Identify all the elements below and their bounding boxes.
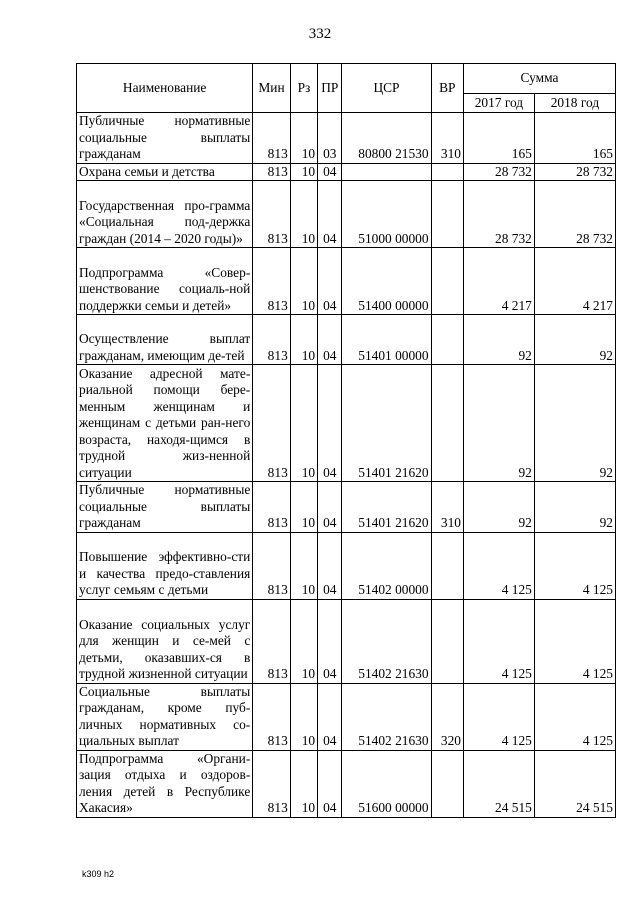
table-body [77, 113, 616, 818]
cell-min: 813 [253, 750, 290, 817]
cell-rz: 10 [290, 315, 317, 365]
page-number: 332 [308, 26, 332, 42]
cell-min: 813 [253, 315, 290, 365]
cell-y2017: 92 [463, 482, 534, 533]
cell-y2017: 165 [463, 113, 534, 164]
table-row [77, 181, 616, 248]
header-csr: ЦСР [342, 64, 431, 113]
cell-rz: 10 [290, 248, 317, 315]
cell-pr: 04 [318, 482, 342, 533]
cell-rz: 10 [290, 683, 317, 750]
cell-pr: 04 [318, 683, 342, 750]
cell-name: Повышение эффективно-сти и качества предо-ставления услуг семьям с детьми [77, 532, 253, 599]
cell-min: 813 [253, 163, 290, 181]
cell-csr: 51401 21620 [342, 482, 431, 533]
cell-pr: 04 [318, 599, 342, 683]
cell-vr [431, 315, 463, 365]
cell-vr [431, 750, 463, 817]
cell-name: Подпрограмма «Совер-шенствование социаль-ной поддержки семьи и детей» [77, 248, 253, 315]
cell-y2018: 165 [534, 113, 615, 164]
cell-y2017: 28 732 [463, 181, 534, 248]
cell-min: 813 [253, 248, 290, 315]
cell-csr: 51400 00000 [342, 248, 431, 315]
table-row [77, 750, 616, 817]
cell-y2017: 4 125 [463, 683, 534, 750]
header-min: Мин [253, 64, 290, 113]
cell-rz: 10 [290, 532, 317, 599]
table-row [77, 482, 616, 533]
cell-rz: 10 [290, 365, 317, 482]
cell-vr [431, 599, 463, 683]
cell-vr: 320 [431, 683, 463, 750]
header-year-2018: 2018 год [534, 94, 615, 113]
cell-pr: 04 [318, 163, 342, 181]
cell-vr [431, 248, 463, 315]
cell-min: 813 [253, 482, 290, 533]
cell-name: Охрана семьи и детства [77, 163, 253, 181]
cell-y2017: 4 125 [463, 599, 534, 683]
cell-vr: 310 [431, 482, 463, 533]
cell-csr: 51000 00000 [342, 181, 431, 248]
table-row [77, 315, 616, 365]
cell-y2017: 28 732 [463, 163, 534, 181]
header-rz: Рз [290, 64, 317, 113]
cell-vr [431, 181, 463, 248]
cell-csr: 51402 00000 [342, 532, 431, 599]
cell-rz: 10 [290, 113, 317, 164]
header-vr: ВР [431, 64, 463, 113]
header-pr: ПР [318, 64, 342, 113]
cell-vr: 310 [431, 113, 463, 164]
cell-min: 813 [253, 683, 290, 750]
cell-min: 813 [253, 599, 290, 683]
cell-pr: 04 [318, 248, 342, 315]
cell-y2018: 4 125 [534, 683, 615, 750]
cell-vr [431, 532, 463, 599]
cell-name: Публичные нормативные социальные выплаты гражданам [77, 113, 253, 164]
cell-pr: 04 [318, 365, 342, 482]
cell-csr: 51600 00000 [342, 750, 431, 817]
cell-rz: 10 [290, 599, 317, 683]
cell-y2017: 4 125 [463, 532, 534, 599]
cell-y2018: 4 125 [534, 532, 615, 599]
cell-rz: 10 [290, 163, 317, 181]
cell-vr [431, 163, 463, 181]
cell-y2018: 28 732 [534, 163, 615, 181]
header-year-2017: 2017 год [463, 94, 534, 113]
cell-csr: 80800 21530 [342, 113, 431, 164]
cell-pr: 03 [318, 113, 342, 164]
cell-name: Осуществление выплат гражданам, имеющим де-тей [77, 315, 253, 365]
cell-name: Государственная про-грамма «Социальная под-держка граждан (2014 – 2020 годы)» [77, 181, 253, 248]
cell-rz: 10 [290, 181, 317, 248]
table-row [77, 683, 616, 750]
cell-csr [342, 163, 431, 181]
cell-name: Оказание социальных услуг для женщин и се-мей с детьми, оказавших-ся в трудной жизненной ситуации [77, 599, 253, 683]
cell-name: Публичные нормативные социальные выплаты гражданам [77, 482, 253, 533]
cell-y2017: 4 217 [463, 248, 534, 315]
cell-y2018: 4 217 [534, 248, 615, 315]
cell-name: Оказание адресной мате-риальной помощи бере-менным женщинам и женщинам с детьми ран-него возраста, находя-щимся в трудной жиз-ненной ситуации [77, 365, 253, 482]
cell-pr: 04 [318, 532, 342, 599]
cell-min: 813 [253, 532, 290, 599]
cell-y2017: 92 [463, 365, 534, 482]
header-sum: Сумма [463, 64, 615, 94]
cell-y2018: 92 [534, 315, 615, 365]
cell-csr: 51401 21620 [342, 365, 431, 482]
cell-name: Социальные выплаты гражданам, кроме пуб-личных нормативных со-циальных выплат [77, 683, 253, 750]
cell-y2018: 28 732 [534, 181, 615, 248]
cell-csr: 51401 00000 [342, 315, 431, 365]
table-row [77, 532, 616, 599]
cell-y2017: 24 515 [463, 750, 534, 817]
cell-min: 813 [253, 181, 290, 248]
cell-pr: 04 [318, 315, 342, 365]
table-row [77, 163, 616, 181]
cell-rz: 10 [290, 750, 317, 817]
cell-y2018: 92 [534, 365, 615, 482]
header-name: Наименование [77, 64, 253, 113]
cell-min: 813 [253, 365, 290, 482]
cell-pr: 04 [318, 750, 342, 817]
cell-pr: 04 [318, 181, 342, 248]
budget-table [76, 63, 616, 818]
cell-csr: 51402 21630 [342, 683, 431, 750]
cell-vr [431, 365, 463, 482]
table-header [77, 64, 616, 113]
table-row [77, 365, 616, 482]
cell-y2017: 92 [463, 315, 534, 365]
table-row [77, 599, 616, 683]
table-row [77, 113, 616, 164]
table-row [77, 248, 616, 315]
cell-min: 813 [253, 113, 290, 164]
cell-y2018: 92 [534, 482, 615, 533]
cell-name: Подпрограмма «Органи-зация отдыха и оздоров-ления детей в Республике Хакасия» [77, 750, 253, 817]
cell-y2018: 24 515 [534, 750, 615, 817]
cell-rz: 10 [290, 482, 317, 533]
cell-csr: 51402 21630 [342, 599, 431, 683]
cell-y2018: 4 125 [534, 599, 615, 683]
footer-code: k309 h2 [82, 869, 115, 879]
